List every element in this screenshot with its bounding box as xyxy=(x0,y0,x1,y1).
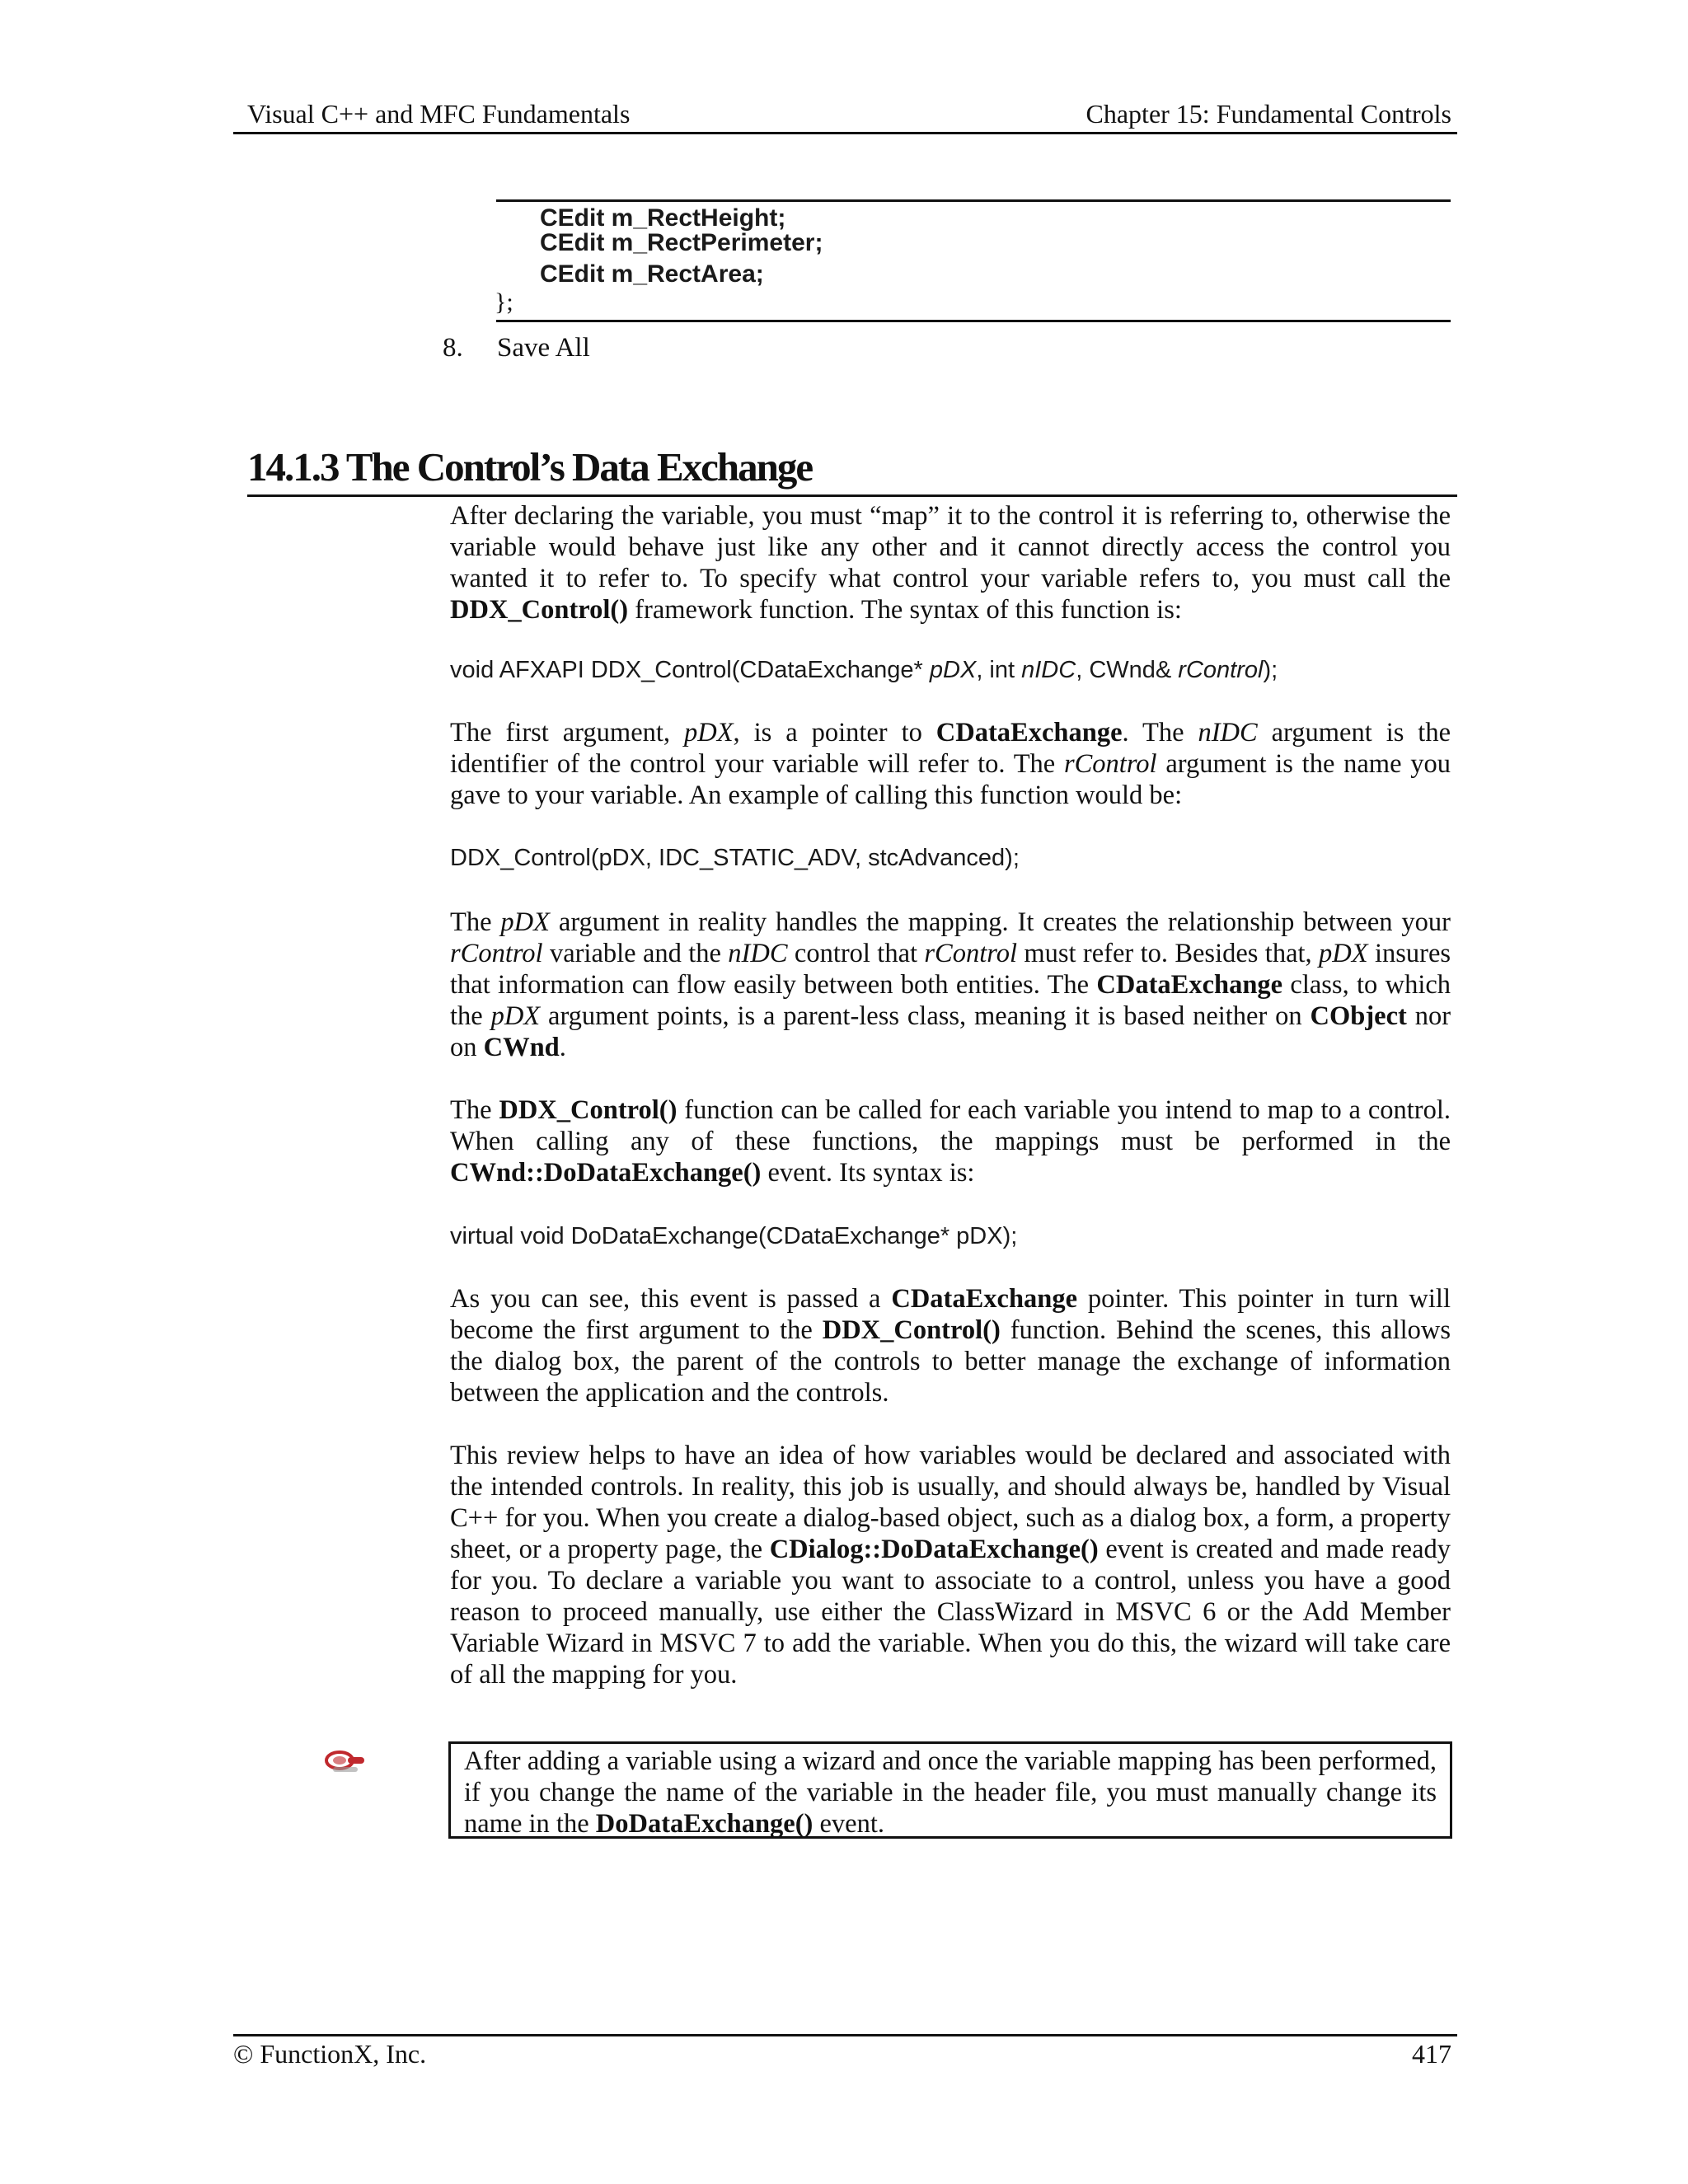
code-signature-dodataexchange: virtual void DoDataExchange(CDataExchange* pDX); xyxy=(450,1223,1018,1249)
code-line: CEdit m_RectHeight; xyxy=(540,204,786,232)
paragraph-wizard-review: This review helps to have an idea of how variables would be declared and associated with the intended controls. In reality, this job is usually, and should always be, handled by Visual C++ for you. When you create a dialog-based object, such as a dialog box, a form, a property sheet, or a property page, the CDialog::DoDataExchange() event is created and made ready for you. To declare a variable you want to associate to a control, unless you have a good reason to proceed manually, use either the ClassWizard in MSVC 6 or the Add Member Variable Wizard in MSVC 7 to add the variable. When you do this, the wizard will take care of all the mapping for you. xyxy=(450,1441,1451,1690)
footer-page-number: 417 xyxy=(1412,2039,1451,2069)
header-book-title: Visual C++ and MFC Fundamentals xyxy=(247,99,631,129)
note-pointer-icon xyxy=(323,1746,368,1775)
step-number: 8. xyxy=(443,333,463,363)
code-block-bottom-rule xyxy=(496,320,1451,322)
footer-rule xyxy=(233,2034,1457,2036)
code-block-top-rule xyxy=(496,199,1451,202)
step-label: Save All xyxy=(497,333,590,363)
paragraph-ddx-intro: After declaring the variable, you must “map” it to the control it is referring to, otherwise the variable would behave just like any other and it cannot directly access the control you wanted it to refer to. To specify what control your variable refers to, you must call the DDX_Control() framework function. The syntax of this function is: xyxy=(450,501,1451,625)
code-line: CEdit m_RectArea; xyxy=(540,260,764,288)
header-chapter-title: Chapter 15: Fundamental Controls xyxy=(1085,99,1451,129)
code-example-ddx-call: DDX_Control(pDX, IDC_STATIC_ADV, stcAdvanced); xyxy=(450,845,1020,871)
paragraph-pdx-mapping: The pDX argument in reality handles the mapping. It creates the relationship between your rControl variable and the nIDC control that rControl must refer to. Besides that, pDX insures that information can flow easily between both entities. The CDataExchange class, to which the pDX argument points, is a parent-less class, meaning it is based neither on CObject nor on CWnd. xyxy=(450,907,1451,1062)
paragraph-event-pointer: As you can see, this event is passed a CDataExchange pointer. This pointer in turn will become the first argument to the DDX_Control() function. Behind the scenes, this allows the dialog box, the parent of the controls to better manage the exchange of information between the application and the controls. xyxy=(450,1284,1451,1408)
term: DDX_Control() xyxy=(450,595,629,625)
section-heading: 14.1.3 The Control’s Data Exchange xyxy=(247,444,813,490)
paragraph-dodataexchange: The DDX_Control() function can be called for each variable you intend to map to a control. When calling any of these functions, the mappings must be performed in the CWnd::DoDataExchange() event. Its syntax is: xyxy=(450,1095,1451,1188)
note-text: After adding a variable using a wizard and once the variable mapping has been performed, if you change the name of the variable in the header file, you must manually change its name in the DoDataExchange() event. xyxy=(464,1746,1437,1839)
code-closing-brace: }; xyxy=(495,288,513,316)
footer-copyright: © FunctionX, Inc. xyxy=(233,2039,427,2069)
code-line: CEdit m_RectPerimeter; xyxy=(540,229,823,256)
paragraph-arguments: The first argument, pDX, is a pointer to CDataExchange. The nIDC argument is the identifier of the control your variable will refer to. The rControl argument is the name you gave to your variable. An example of calling this function would be: xyxy=(450,718,1451,810)
section-heading-rule xyxy=(247,494,1457,497)
header-rule xyxy=(233,132,1457,134)
code-signature-ddx-control: void AFXAPI DDX_Control(CDataExchange* pDX, int nIDC, CWnd& rControl); xyxy=(450,657,1278,683)
